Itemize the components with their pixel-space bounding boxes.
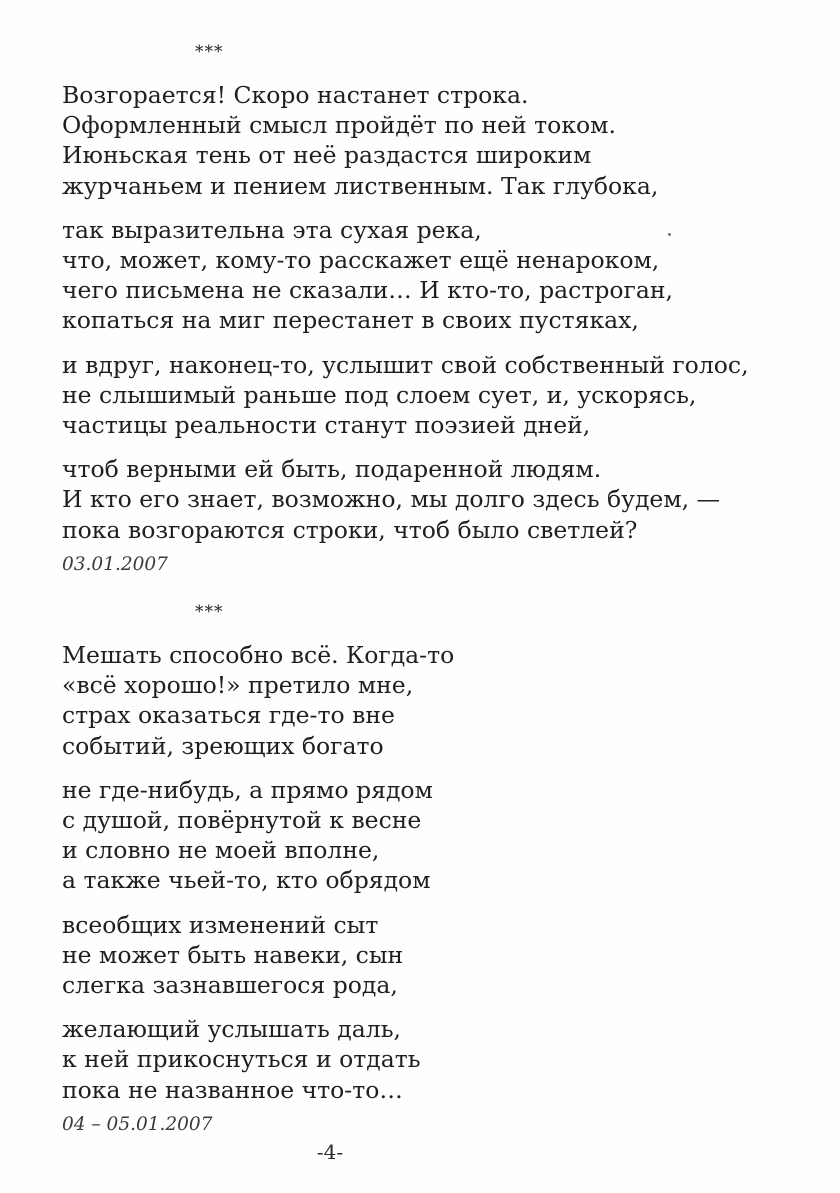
stanza [62, 910, 802, 1001]
poem-line: к ней прикоснуться и отдать [62, 1045, 421, 1074]
stanza [62, 640, 802, 761]
poem-line: Мешать способно всё. Когда-то [62, 641, 455, 669]
poem-line: так выразительна эта сухая река, [62, 215, 482, 244]
poem-line: не может быть навеки, сын [62, 940, 404, 969]
poem-line: Оформленный смысл пройдёт по ней током. [62, 111, 616, 140]
poem-line: событий, зреющих богато [62, 731, 384, 760]
poem-1 [62, 40, 802, 577]
poem-line: страх оказаться где-то вне [62, 701, 395, 730]
poem-line: слегка зазнавшегося рода, [62, 971, 398, 1000]
poem-separator: *** [195, 42, 224, 62]
poem-line: И кто его знает, возможно, мы долго здесь будем, — [62, 485, 721, 514]
poem-line: с душой, повёрнутой к весне [62, 806, 422, 835]
poem-2 [62, 600, 802, 1137]
poem-line: пока не названное что-то… [62, 1075, 403, 1104]
poem-line: не слышимый раньше под слоем сует, и, ускорясь, [62, 380, 697, 409]
poem-line: Возгорается! Скоро настанет строка. [62, 81, 529, 109]
poem-line: не где-нибудь, а прямо рядом [62, 775, 433, 804]
poem-line: «всё хорошо!» претило мне, [62, 671, 414, 700]
stanza [62, 350, 802, 441]
stanza [62, 80, 802, 201]
poem-line: чего письмена не сказали… И кто-то, растроган, [62, 276, 673, 305]
poem-line: Июньская тень от неё раздастся широким [62, 141, 592, 170]
poem-line: и словно не моей вполне, [62, 836, 380, 865]
poem-separator: *** [195, 602, 224, 622]
poem-date: 04 – 05.01.2007 [62, 1113, 213, 1135]
stanza [62, 775, 802, 896]
stanza [62, 454, 802, 545]
poem-line: частицы реальности станут поэзией дней, [62, 411, 591, 440]
poem-line: пока возгораются строки, чтоб было светлей? [62, 515, 638, 544]
poem-line: и вдруг, наконец-то, услышит свой собственный голос, [62, 350, 749, 379]
poem-date: 03.01.2007 [62, 553, 168, 575]
poem-line: копаться на миг перестанет в своих пустяках, [62, 306, 639, 335]
poem-line: всеобщих изменений сыт [62, 910, 379, 939]
poem-line: журчаньем и пением лиственным. Так глубока, [62, 171, 659, 200]
poem-line: а также чьей-то, кто обрядом [62, 866, 431, 895]
poem-line: что, может, кому-то расскажет ещё ненароком, [62, 246, 660, 275]
stanza [62, 215, 802, 336]
page-number: -4- [316, 1140, 344, 1164]
stanza [62, 1014, 802, 1105]
poem-line: желающий услышать даль, [62, 1015, 401, 1044]
poem-line: чтоб верными ей быть, подаренной людям. [62, 455, 602, 484]
